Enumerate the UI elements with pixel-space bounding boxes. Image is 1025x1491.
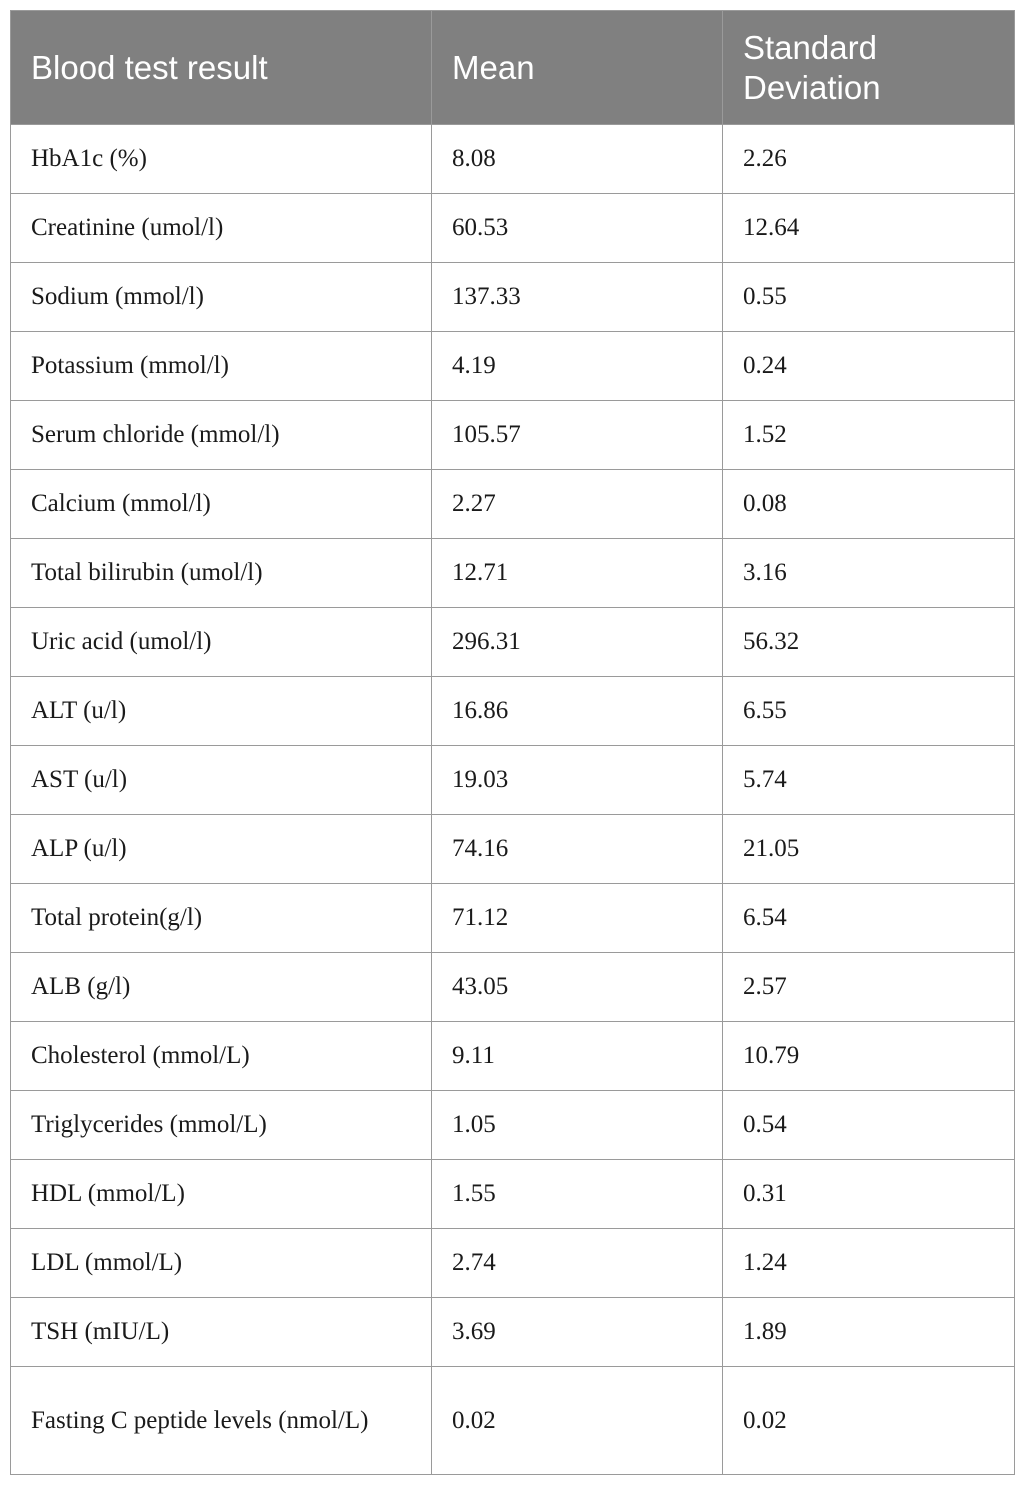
cell-standard-deviation: 2.26 (723, 125, 1015, 194)
cell-standard-deviation: 56.32 (723, 608, 1015, 677)
table-row (11, 125, 1015, 194)
table-row (11, 608, 1015, 677)
cell-mean: 43.05 (432, 953, 723, 1022)
cell-standard-deviation: 10.79 (723, 1022, 1015, 1091)
cell-standard-deviation: 5.74 (723, 746, 1015, 815)
cell-standard-deviation: 21.05 (723, 815, 1015, 884)
cell-mean: 1.55 (432, 1160, 723, 1229)
cell-test-name: Potassium (mmol/l) (11, 332, 432, 401)
cell-mean: 105.57 (432, 401, 723, 470)
table-row (11, 1298, 1015, 1367)
header-standard-deviation: Standard Deviation (723, 11, 1015, 125)
cell-mean: 4.19 (432, 332, 723, 401)
cell-mean: 16.86 (432, 677, 723, 746)
table-row (11, 884, 1015, 953)
table-row (11, 539, 1015, 608)
table-row (11, 1091, 1015, 1160)
cell-standard-deviation: 0.08 (723, 470, 1015, 539)
cell-mean: 3.69 (432, 1298, 723, 1367)
cell-standard-deviation: 0.31 (723, 1160, 1015, 1229)
cell-mean: 0.02 (432, 1367, 723, 1475)
cell-mean: 2.74 (432, 1229, 723, 1298)
cell-test-name: Total bilirubin (umol/l) (11, 539, 432, 608)
table-row (11, 677, 1015, 746)
cell-standard-deviation: 0.02 (723, 1367, 1015, 1475)
cell-standard-deviation: 0.55 (723, 263, 1015, 332)
cell-mean: 8.08 (432, 125, 723, 194)
cell-mean: 74.16 (432, 815, 723, 884)
cell-standard-deviation: 12.64 (723, 194, 1015, 263)
cell-standard-deviation: 3.16 (723, 539, 1015, 608)
cell-mean: 12.71 (432, 539, 723, 608)
cell-mean: 137.33 (432, 263, 723, 332)
cell-standard-deviation: 6.55 (723, 677, 1015, 746)
cell-standard-deviation: 2.57 (723, 953, 1015, 1022)
cell-mean: 2.27 (432, 470, 723, 539)
table-row (11, 332, 1015, 401)
cell-standard-deviation: 0.24 (723, 332, 1015, 401)
cell-test-name: ALT (u/l) (11, 677, 432, 746)
cell-test-name: LDL (mmol/L) (11, 1229, 432, 1298)
cell-test-name: Triglycerides (mmol/L) (11, 1091, 432, 1160)
cell-mean: 1.05 (432, 1091, 723, 1160)
cell-mean: 71.12 (432, 884, 723, 953)
cell-mean: 19.03 (432, 746, 723, 815)
header-mean: Mean (432, 11, 723, 125)
cell-standard-deviation: 1.89 (723, 1298, 1015, 1367)
table-row (11, 1160, 1015, 1229)
cell-test-name: ALP (u/l) (11, 815, 432, 884)
cell-standard-deviation: 6.54 (723, 884, 1015, 953)
cell-test-name: ALB (g/l) (11, 953, 432, 1022)
cell-test-name: HbA1c (%) (11, 125, 432, 194)
cell-test-name: Calcium (mmol/l) (11, 470, 432, 539)
table-row (11, 263, 1015, 332)
cell-mean: 9.11 (432, 1022, 723, 1091)
cell-test-name: Total protein(g/l) (11, 884, 432, 953)
cell-test-name: Serum chloride (mmol/l) (11, 401, 432, 470)
table-row (11, 470, 1015, 539)
cell-test-name: Creatinine (umol/l) (11, 194, 432, 263)
table-row (11, 815, 1015, 884)
cell-standard-deviation: 1.52 (723, 401, 1015, 470)
table-row (11, 1229, 1015, 1298)
table-row (11, 1022, 1015, 1091)
blood-test-table-container (10, 10, 1014, 1475)
table-row (11, 194, 1015, 263)
cell-test-name: Fasting C peptide levels (nmol/L) (11, 1367, 432, 1475)
cell-test-name: Cholesterol (mmol/L) (11, 1022, 432, 1091)
cell-test-name: TSH (mIU/L) (11, 1298, 432, 1367)
cell-test-name: AST (u/l) (11, 746, 432, 815)
table-header (11, 11, 1015, 125)
cell-mean: 60.53 (432, 194, 723, 263)
cell-test-name: Uric acid (umol/l) (11, 608, 432, 677)
header-blood-test-result: Blood test result (11, 11, 432, 125)
cell-mean: 296.31 (432, 608, 723, 677)
header-row (11, 11, 1015, 125)
blood-test-table (10, 10, 1015, 1475)
table-row (11, 401, 1015, 470)
table-row (11, 1367, 1015, 1475)
table-row (11, 746, 1015, 815)
cell-test-name: HDL (mmol/L) (11, 1160, 432, 1229)
cell-standard-deviation: 0.54 (723, 1091, 1015, 1160)
cell-standard-deviation: 1.24 (723, 1229, 1015, 1298)
table-body (11, 125, 1015, 1475)
table-row (11, 953, 1015, 1022)
cell-test-name: Sodium (mmol/l) (11, 263, 432, 332)
